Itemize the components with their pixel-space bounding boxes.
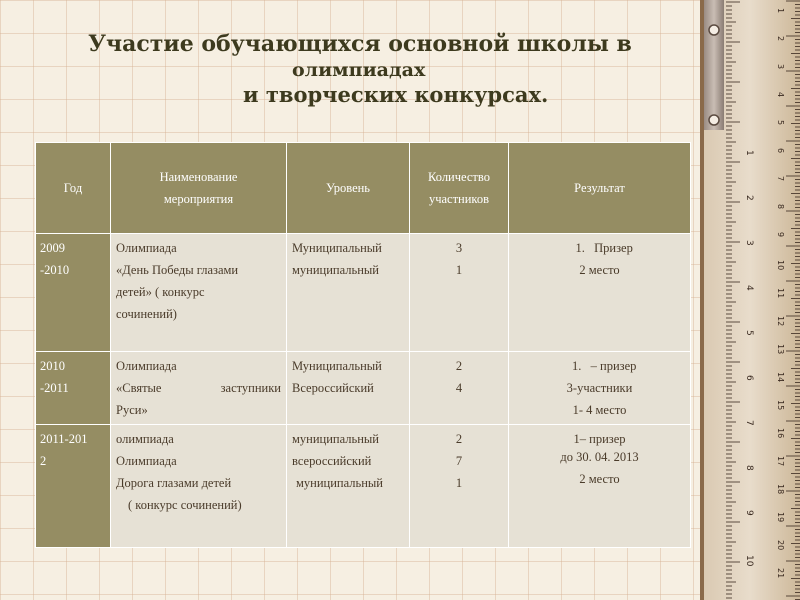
ruler-number: 6: [744, 375, 754, 381]
count-cell: 2 4: [410, 352, 509, 425]
count-cell: 2 7 1: [410, 425, 509, 548]
ruler-number: 1: [776, 8, 785, 14]
ruler-number: 2: [776, 36, 785, 42]
table-row: [36, 234, 691, 352]
ruler-number: 19: [776, 512, 785, 523]
ruler-number: 7: [744, 420, 754, 426]
ruler-number: 9: [744, 510, 754, 516]
ruler-number: 8: [744, 465, 754, 471]
ruler-clamp: [704, 0, 724, 130]
ruler-number: 6: [776, 148, 785, 154]
ruler-number: 20: [776, 540, 785, 551]
result-cell: 1. Призер 2 место: [509, 234, 691, 352]
ruler-number: 17: [776, 456, 785, 467]
level-cell: Муниципальный Всероссийский: [287, 352, 410, 425]
event-cell: Олимпиада «Святые заступники Руси»: [111, 352, 287, 425]
ruler-number: 5: [744, 330, 754, 336]
ruler-number: 1: [744, 150, 754, 156]
ruler-number: 16: [776, 428, 785, 439]
ruler-number: 2: [744, 195, 754, 201]
result-cell: 1. – призер 3-участники 1- 4 место: [509, 352, 691, 425]
ruler-rivet-icon: [709, 115, 719, 125]
ruler-number: 10: [776, 260, 785, 271]
ruler-number: 12: [776, 316, 785, 327]
header-year: Год: [36, 143, 111, 234]
ruler-number: 14: [776, 372, 785, 383]
count-cell: 3 1: [410, 234, 509, 352]
ruler-number: 4: [744, 285, 754, 291]
year-cell: 2010 -2011: [36, 352, 111, 425]
header-result: Результат: [509, 143, 691, 234]
olympiad-table: [35, 142, 691, 548]
ruler-number: 5: [776, 120, 785, 126]
ruler-number: 4: [776, 92, 785, 98]
table-header-row: [36, 143, 691, 234]
ruler-decoration: [700, 0, 800, 600]
table-row: [36, 352, 691, 425]
ruler-number: 13: [776, 344, 785, 355]
ruler-rivet-icon: [709, 25, 719, 35]
header-level: Уровень: [287, 143, 410, 234]
title-line-1: Участие обучающихся основной школы в: [88, 31, 632, 57]
page-title: [40, 30, 680, 109]
event-cell: олимпиада Олимпиада Дорога глазами детей ( конкурс сочинений): [111, 425, 287, 548]
ruler-number: 3: [744, 240, 754, 246]
ruler-number: 7: [776, 176, 785, 182]
ruler-number: 10: [744, 555, 754, 567]
event-cell: Олимпиада «День Победы глазами детей» ( конкурс сочинений): [111, 234, 287, 352]
ruler-number: 15: [776, 400, 785, 411]
year-cell: 2011-201 2: [36, 425, 111, 548]
ruler-number: 8: [776, 204, 785, 210]
result-cell: 1– призер до 30. 04. 2013 2 место: [509, 425, 691, 548]
table-row: [36, 425, 691, 548]
ruler-number: 21: [776, 568, 785, 579]
level-cell: муниципальный всероссийский муниципальный: [287, 425, 410, 548]
header-event: Наименование мероприятия: [111, 143, 287, 234]
level-cell: Муниципальный муниципальный: [287, 234, 410, 352]
ruler-number: 11: [776, 288, 785, 299]
ruler-number: 9: [776, 232, 785, 238]
year-cell: 2009 -2010: [36, 234, 111, 352]
ruler-numbers-right: [776, 8, 785, 578]
ruler-number: 3: [776, 64, 785, 70]
title-line-3: и творческих конкурсах.: [243, 82, 549, 108]
ruler-number: 18: [776, 484, 785, 495]
title-line-2: олимпиадах: [292, 59, 426, 82]
header-count: Количество участников: [410, 143, 509, 234]
